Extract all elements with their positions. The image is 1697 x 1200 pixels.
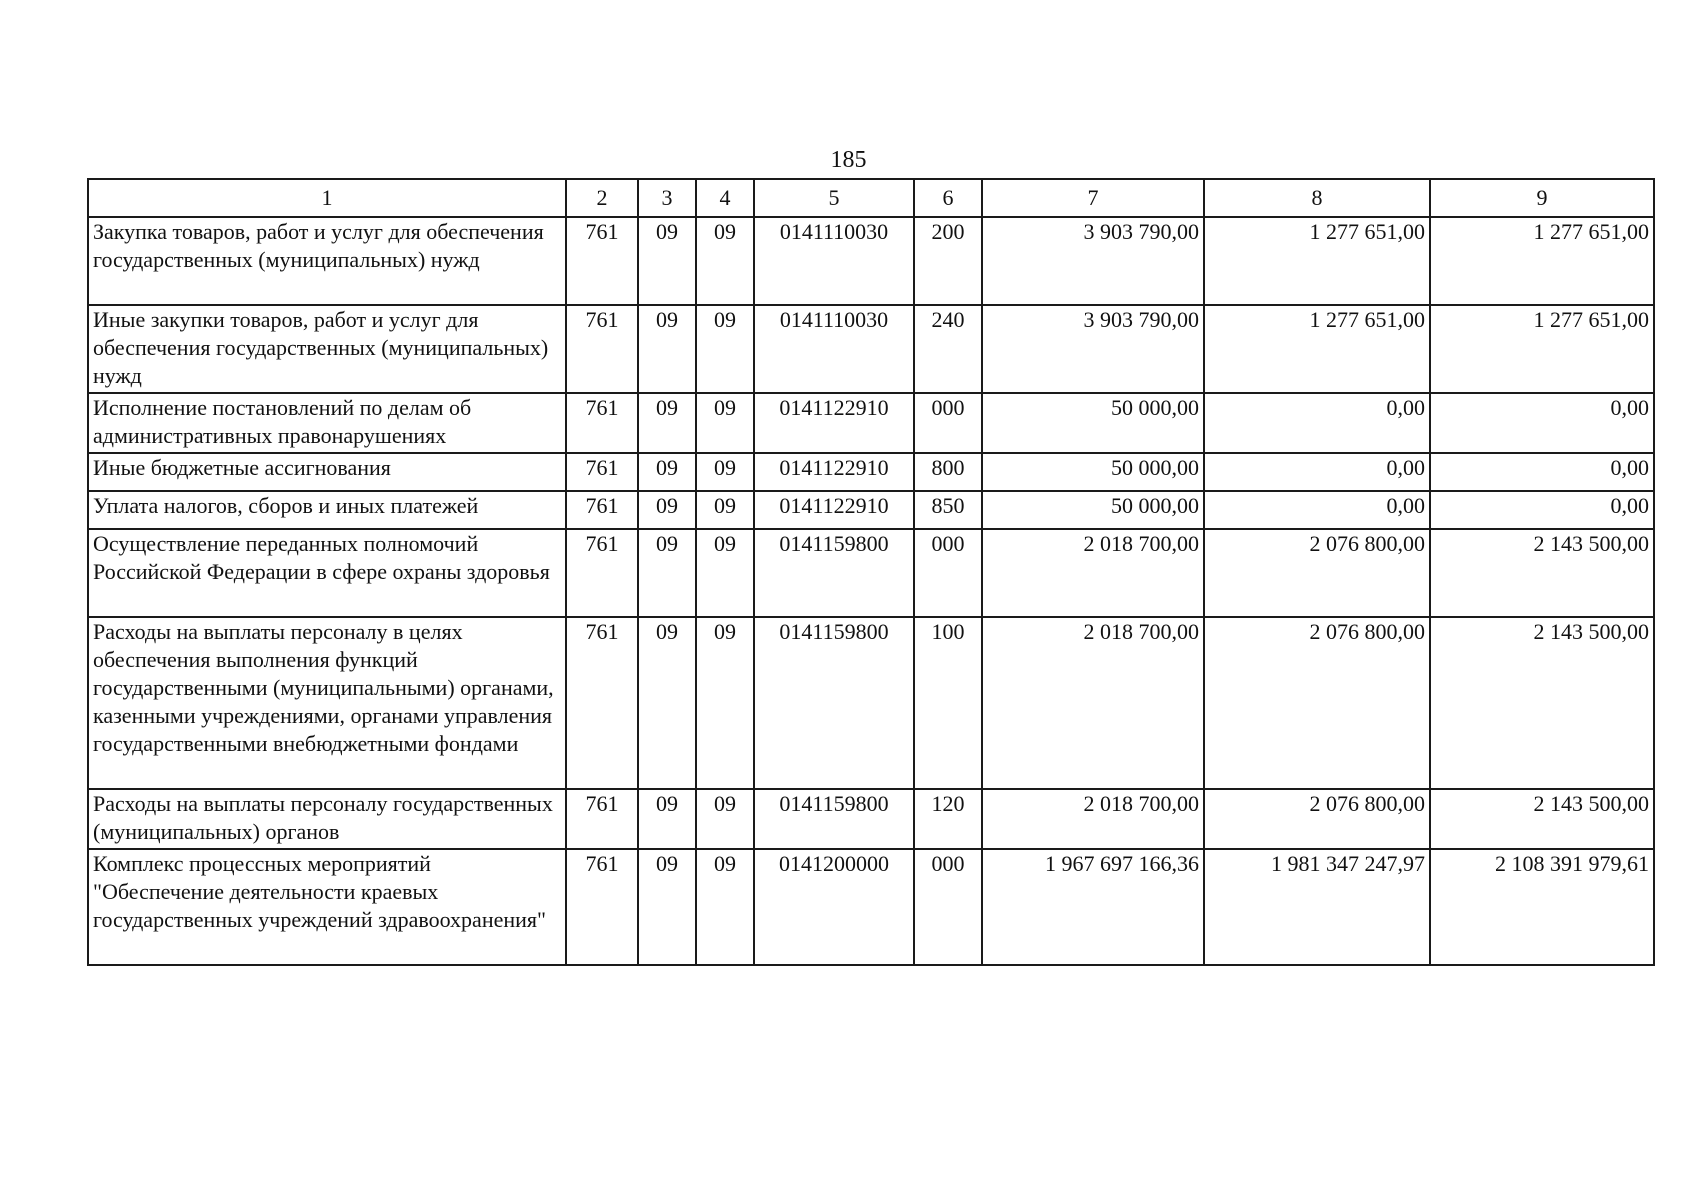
row-csr: 0141122910	[754, 393, 914, 453]
row-name: Иные закупки товаров, работ и услуг для обеспечения государственных (муниципальных) нужд	[88, 305, 566, 393]
column-header: 1	[88, 179, 566, 217]
row-csr: 0141159800	[754, 789, 914, 849]
row-sum-1: 50 000,00	[982, 453, 1204, 491]
column-header: 8	[1204, 179, 1430, 217]
row-sum-1: 2 018 700,00	[982, 617, 1204, 789]
row-vr: 000	[914, 393, 982, 453]
row-name: Расходы на выплаты персоналу государственных (муниципальных) органов	[88, 789, 566, 849]
column-header: 7	[982, 179, 1204, 217]
row-pr: 09	[696, 305, 754, 393]
row-sum-2: 1 277 651,00	[1204, 217, 1430, 305]
row-rz: 09	[638, 529, 696, 617]
row-pr: 09	[696, 849, 754, 965]
row-sum-2: 0,00	[1204, 393, 1430, 453]
row-sum-2: 0,00	[1204, 491, 1430, 529]
row-sum-1: 3 903 790,00	[982, 217, 1204, 305]
row-vr: 120	[914, 789, 982, 849]
column-header: 5	[754, 179, 914, 217]
row-sum-3: 1 277 651,00	[1430, 305, 1654, 393]
row-ved: 761	[566, 453, 638, 491]
row-sum-3: 1 277 651,00	[1430, 217, 1654, 305]
row-rz: 09	[638, 617, 696, 789]
row-rz: 09	[638, 789, 696, 849]
header-row	[88, 179, 1654, 217]
column-header: 3	[638, 179, 696, 217]
row-rz: 09	[638, 393, 696, 453]
row-vr: 850	[914, 491, 982, 529]
row-sum-2: 2 076 800,00	[1204, 529, 1430, 617]
row-rz: 09	[638, 849, 696, 965]
row-pr: 09	[696, 217, 754, 305]
row-vr: 000	[914, 849, 982, 965]
page-number: 185	[830, 147, 867, 173]
row-name: Расходы на выплаты персоналу в целях обеспечения выполнения функций государственными (муниципальными) органами, казенными учреждениями, органами управления государственными внебюджетными фондами	[88, 617, 566, 789]
row-csr: 0141110030	[754, 217, 914, 305]
row-sum-2: 0,00	[1204, 453, 1430, 491]
row-sum-2: 2 076 800,00	[1204, 789, 1430, 849]
table-row	[88, 217, 1654, 305]
row-rz: 09	[638, 305, 696, 393]
table-row	[88, 529, 1654, 617]
column-header: 6	[914, 179, 982, 217]
row-sum-1: 3 903 790,00	[982, 305, 1204, 393]
row-rz: 09	[638, 217, 696, 305]
row-name: Осуществление переданных полномочий Российской Федерации в сфере охраны здоровья	[88, 529, 566, 617]
row-ved: 761	[566, 529, 638, 617]
table-row	[88, 305, 1654, 393]
table-row	[88, 393, 1654, 453]
table-row	[88, 617, 1654, 789]
column-header: 4	[696, 179, 754, 217]
row-ved: 761	[566, 393, 638, 453]
row-vr: 240	[914, 305, 982, 393]
row-name: Иные бюджетные ассигнования	[88, 453, 566, 491]
row-name: Исполнение постановлений по делам об административных правонарушениях	[88, 393, 566, 453]
row-sum-3: 0,00	[1430, 491, 1654, 529]
row-ved: 761	[566, 849, 638, 965]
row-sum-1: 2 018 700,00	[982, 789, 1204, 849]
row-sum-3: 2 143 500,00	[1430, 789, 1654, 849]
row-sum-3: 0,00	[1430, 393, 1654, 453]
table-row	[88, 789, 1654, 849]
row-sum-1: 1 967 697 166,36	[982, 849, 1204, 965]
row-pr: 09	[696, 393, 754, 453]
row-csr: 0141110030	[754, 305, 914, 393]
row-csr: 0141159800	[754, 529, 914, 617]
row-pr: 09	[696, 529, 754, 617]
row-sum-1: 50 000,00	[982, 393, 1204, 453]
row-pr: 09	[696, 491, 754, 529]
budget-table	[87, 178, 1655, 966]
row-rz: 09	[638, 491, 696, 529]
row-name: Уплата налогов, сборов и иных платежей	[88, 491, 566, 529]
row-sum-1: 50 000,00	[982, 491, 1204, 529]
row-ved: 761	[566, 305, 638, 393]
table-row	[88, 491, 1654, 529]
row-vr: 000	[914, 529, 982, 617]
row-ved: 761	[566, 789, 638, 849]
row-csr: 0141122910	[754, 453, 914, 491]
row-csr: 0141122910	[754, 491, 914, 529]
row-sum-1: 2 018 700,00	[982, 529, 1204, 617]
row-sum-3: 0,00	[1430, 453, 1654, 491]
row-pr: 09	[696, 789, 754, 849]
row-vr: 200	[914, 217, 982, 305]
row-ved: 761	[566, 617, 638, 789]
table-row	[88, 453, 1654, 491]
column-header: 2	[566, 179, 638, 217]
row-sum-2: 1 277 651,00	[1204, 305, 1430, 393]
row-vr: 800	[914, 453, 982, 491]
row-sum-3: 2 143 500,00	[1430, 529, 1654, 617]
row-vr: 100	[914, 617, 982, 789]
table-row	[88, 849, 1654, 965]
column-header: 9	[1430, 179, 1654, 217]
row-name: Комплекс процессных мероприятий "Обеспечение деятельности краевых государственных учреждений здравоохранения"	[88, 849, 566, 965]
row-pr: 09	[696, 453, 754, 491]
row-sum-3: 2 143 500,00	[1430, 617, 1654, 789]
row-sum-2: 1 981 347 247,97	[1204, 849, 1430, 965]
row-name: Закупка товаров, работ и услуг для обеспечения государственных (муниципальных) нужд	[88, 217, 566, 305]
row-ved: 761	[566, 217, 638, 305]
row-csr: 0141159800	[754, 617, 914, 789]
row-csr: 0141200000	[754, 849, 914, 965]
row-pr: 09	[696, 617, 754, 789]
row-rz: 09	[638, 453, 696, 491]
row-sum-2: 2 076 800,00	[1204, 617, 1430, 789]
row-ved: 761	[566, 491, 638, 529]
row-sum-3: 2 108 391 979,61	[1430, 849, 1654, 965]
